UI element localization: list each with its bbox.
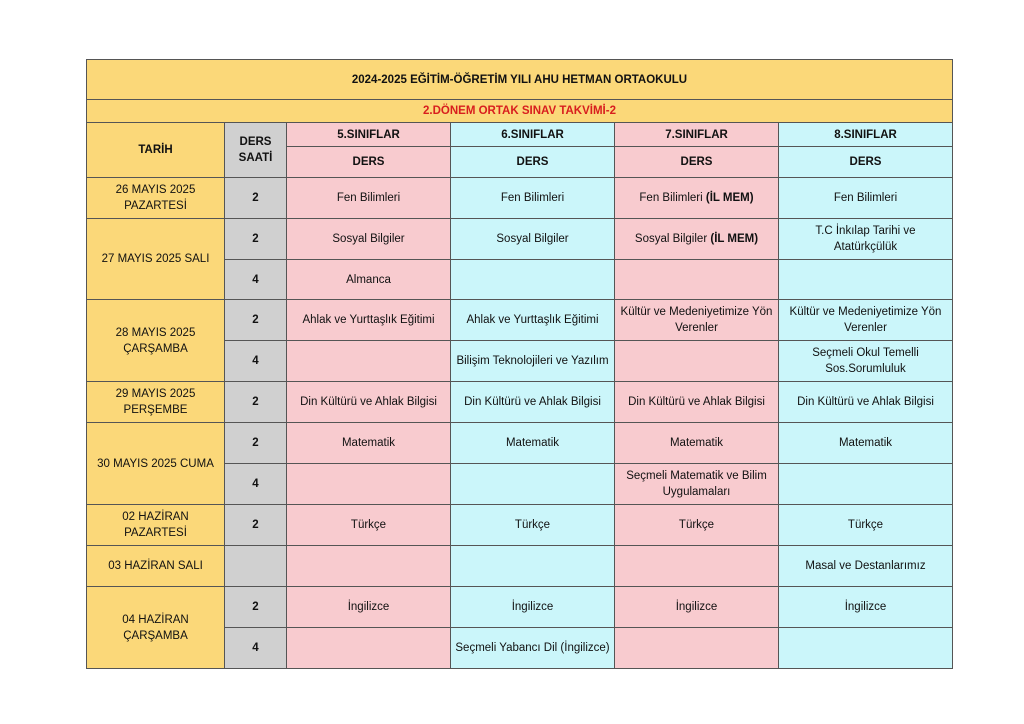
table-row bbox=[87, 219, 953, 260]
date-cell: 03 HAZİRAN SALI bbox=[87, 546, 225, 587]
hour-cell: 4 bbox=[225, 341, 287, 382]
hour-cell: 2 bbox=[225, 382, 287, 423]
header-ders: DERS bbox=[451, 147, 615, 178]
exam-cell: Matematik bbox=[615, 423, 779, 464]
exam-cell: Seçmeli Yabancı Dil (İngilizce) bbox=[451, 628, 615, 669]
table-row bbox=[87, 382, 953, 423]
exam-cell: Ahlak ve Yurttaşlık Eğitimi bbox=[451, 300, 615, 341]
exam-cell bbox=[779, 260, 953, 300]
exam-cell bbox=[287, 628, 451, 669]
exam-cell bbox=[615, 341, 779, 382]
hour-cell: 2 bbox=[225, 423, 287, 464]
hour-cell: 2 bbox=[225, 300, 287, 341]
exam-cell: Matematik bbox=[287, 423, 451, 464]
exam-cell: T.C İnkılap Tarihi ve Atatürkçülük bbox=[779, 219, 953, 260]
schedule-subtitle: 2.DÖNEM ORTAK SINAV TAKVİMİ-2 bbox=[87, 100, 953, 123]
hour-cell: 4 bbox=[225, 260, 287, 300]
exam-cell: Seçmeli Matematik ve Bilim Uygulamaları bbox=[615, 464, 779, 505]
hour-cell bbox=[225, 546, 287, 587]
date-cell: 04 HAZİRAN ÇARŞAMBA bbox=[87, 587, 225, 669]
date-cell: 26 MAYIS 2025 PAZARTESİ bbox=[87, 178, 225, 219]
table-row bbox=[87, 423, 953, 464]
date-cell: 29 MAYIS 2025 PERŞEMBE bbox=[87, 382, 225, 423]
hour-cell: 4 bbox=[225, 628, 287, 669]
exam-cell: Sosyal Bilgiler bbox=[287, 219, 451, 260]
date-cell: 28 MAYIS 2025 ÇARŞAMBA bbox=[87, 300, 225, 382]
header-class-6: 6.SINIFLAR bbox=[451, 123, 615, 147]
exam-cell: Din Kültürü ve Ahlak Bilgisi bbox=[287, 382, 451, 423]
header-class-7: 7.SINIFLAR bbox=[615, 123, 779, 147]
header-class-8: 8.SINIFLAR bbox=[779, 123, 953, 147]
exam-cell: Bilişim Teknolojileri ve Yazılım bbox=[451, 341, 615, 382]
exam-cell bbox=[287, 464, 451, 505]
table-row bbox=[87, 178, 953, 219]
exam-cell bbox=[451, 546, 615, 587]
hour-cell: 2 bbox=[225, 587, 287, 628]
exam-cell: Türkçe bbox=[779, 505, 953, 546]
exam-cell-text: Fen Bilimleri bbox=[639, 192, 703, 204]
header-ders: DERS bbox=[615, 147, 779, 178]
exam-cell bbox=[287, 341, 451, 382]
table-row bbox=[87, 505, 953, 546]
exam-schedule-table bbox=[86, 59, 953, 669]
exam-cell: Matematik bbox=[451, 423, 615, 464]
exam-cell: Türkçe bbox=[615, 505, 779, 546]
header-ders: DERS bbox=[779, 147, 953, 178]
header-ders: DERS bbox=[287, 147, 451, 178]
table-row bbox=[87, 546, 953, 587]
exam-cell: Almanca bbox=[287, 260, 451, 300]
exam-cell: Türkçe bbox=[451, 505, 615, 546]
exam-cell bbox=[615, 546, 779, 587]
exam-cell bbox=[615, 628, 779, 669]
exam-cell: Ahlak ve Yurttaşlık Eğitimi bbox=[287, 300, 451, 341]
school-title: 2024-2025 EĞİTİM-ÖĞRETİM YILI AHU HETMAN ORTAOKULU bbox=[87, 60, 953, 100]
exam-cell: İngilizce bbox=[287, 587, 451, 628]
date-cell: 30 MAYIS 2025 CUMA bbox=[87, 423, 225, 505]
table-row bbox=[87, 587, 953, 628]
table-row bbox=[87, 300, 953, 341]
date-cell: 27 MAYIS 2025 SALI bbox=[87, 219, 225, 300]
exam-cell bbox=[779, 464, 953, 505]
date-cell: 02 HAZİRAN PAZARTESİ bbox=[87, 505, 225, 546]
exam-cell bbox=[451, 260, 615, 300]
exam-cell bbox=[451, 464, 615, 505]
exam-cell: İngilizce bbox=[779, 587, 953, 628]
exam-cell: Sosyal Bilgiler bbox=[451, 219, 615, 260]
exam-cell-text: Sosyal Bilgiler bbox=[634, 233, 708, 245]
exam-cell: Matematik bbox=[779, 423, 953, 464]
exam-cell bbox=[615, 260, 779, 300]
exam-cell: Din Kültürü ve Ahlak Bilgisi bbox=[779, 382, 953, 423]
exam-cell bbox=[615, 178, 779, 219]
exam-cell: Fen Bilimleri bbox=[779, 178, 953, 219]
exam-cell bbox=[287, 546, 451, 587]
il-mem-note: (İL MEM) bbox=[710, 233, 759, 245]
exam-cell bbox=[779, 628, 953, 669]
exam-cell: Kültür ve Medeniyetimize Yön Verenler bbox=[779, 300, 953, 341]
header-class-5: 5.SINIFLAR bbox=[287, 123, 451, 147]
exam-cell: İngilizce bbox=[451, 587, 615, 628]
exam-cell: Fen Bilimleri bbox=[451, 178, 615, 219]
header-ders-saati: DERS SAATİ bbox=[225, 123, 287, 178]
header-tarih: TARİH bbox=[87, 123, 225, 178]
hour-cell: 4 bbox=[225, 464, 287, 505]
hour-cell: 2 bbox=[225, 219, 287, 260]
exam-cell: Türkçe bbox=[287, 505, 451, 546]
exam-cell: İngilizce bbox=[615, 587, 779, 628]
exam-cell: Seçmeli Okul Temelli Sos.Sorumluluk bbox=[779, 341, 953, 382]
hour-cell: 2 bbox=[225, 178, 287, 219]
il-mem-note: (İL MEM) bbox=[705, 192, 754, 204]
hour-cell: 2 bbox=[225, 505, 287, 546]
exam-cell: Din Kültürü ve Ahlak Bilgisi bbox=[451, 382, 615, 423]
exam-cell: Din Kültürü ve Ahlak Bilgisi bbox=[615, 382, 779, 423]
exam-cell: Kültür ve Medeniyetimize Yön Verenler bbox=[615, 300, 779, 341]
exam-cell bbox=[615, 219, 779, 260]
exam-cell: Masal ve Destanlarımız bbox=[779, 546, 953, 587]
exam-cell: Fen Bilimleri bbox=[287, 178, 451, 219]
